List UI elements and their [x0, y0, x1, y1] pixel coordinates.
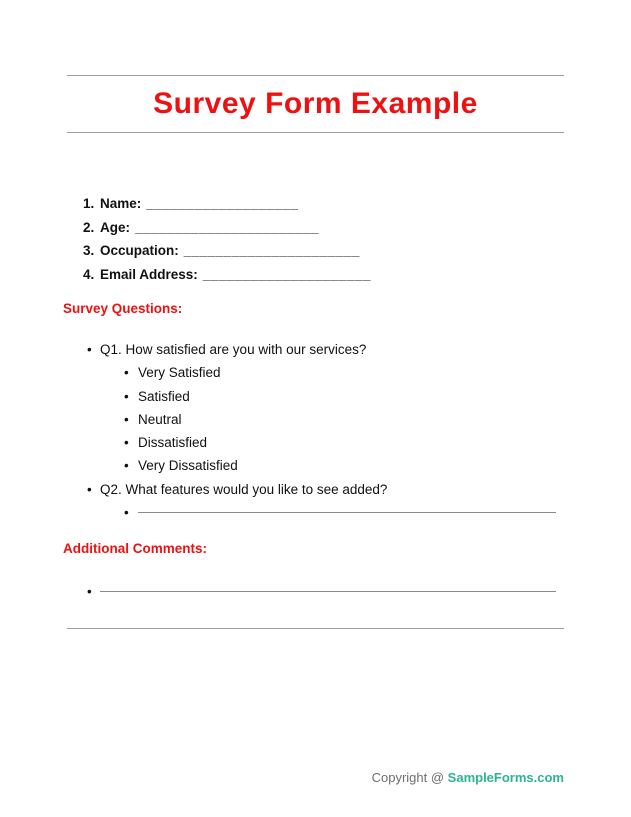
personal-info-list: [83, 192, 631, 286]
q1-option-row: [124, 408, 631, 431]
field-blank-email: _____________________: [202, 266, 371, 282]
comments-answer-row: [87, 580, 556, 603]
q1-option-neutral: Neutral: [138, 411, 182, 427]
bullet-icon: [124, 361, 138, 384]
question-2-text: Q2. What features would you like to see added?: [100, 481, 388, 497]
bullet-icon: [87, 478, 100, 501]
bullet-icon: [124, 431, 138, 454]
field-number: 2.: [83, 219, 95, 235]
q1-option-row: [124, 385, 631, 408]
bullet-icon: [124, 408, 138, 431]
q1-option-row: [124, 431, 631, 454]
field-blank-age: _______________________: [135, 219, 320, 235]
sampleforms-link[interactable]: SampleForms.com: [447, 770, 564, 785]
question-1-text: Q1. How satisfied are you with our services?: [100, 342, 367, 357]
bullet-icon: [87, 580, 100, 603]
q2-answer-row: [124, 501, 556, 524]
divider-top: [67, 75, 564, 76]
q1-option-row: [124, 361, 631, 384]
field-number: 3.: [83, 243, 95, 258]
q1-option-very-satisfied: Very Satisfied: [138, 365, 221, 381]
question-1-row: [87, 338, 631, 361]
questions-list: [0, 338, 631, 524]
bullet-icon: [124, 454, 138, 477]
q1-option-dissatisfied: Dissatisfied: [138, 435, 208, 451]
field-label-email: Email Address:: [100, 266, 198, 282]
q2-answer-blank-line: [138, 504, 556, 513]
q1-option-very-dissatisfied: Very Dissatisfied: [138, 458, 238, 474]
bullet-icon: [87, 338, 100, 361]
survey-questions-heading: Survey Questions:: [63, 301, 183, 316]
q1-option-row: [124, 454, 631, 477]
bullet-icon: [124, 385, 138, 408]
footer: [372, 770, 564, 786]
field-label-name: Name:: [100, 196, 142, 211]
field-number: 1.: [83, 196, 95, 211]
divider-bottom: [67, 628, 564, 629]
field-row-occupation: [83, 239, 631, 263]
question-2-row: [87, 478, 631, 501]
field-blank-occupation: ______________________: [183, 243, 360, 258]
q1-option-satisfied: Satisfied: [138, 388, 190, 404]
comments-answer-blank-line: [100, 583, 556, 592]
field-label-occupation: Occupation:: [100, 243, 179, 258]
bullet-icon: [124, 501, 138, 524]
divider-under-title: [67, 132, 564, 133]
page-title: Survey Form Example: [153, 87, 478, 120]
field-label-age: Age:: [100, 219, 130, 235]
field-row-age: [83, 216, 631, 240]
copyright-text: Copyright @: [371, 770, 448, 785]
field-number: 4.: [83, 266, 95, 282]
field-row-name: [83, 192, 631, 216]
additional-comments-heading: Additional Comments:: [63, 541, 207, 557]
field-row-email: [83, 263, 631, 287]
field-blank-name: ___________________: [146, 196, 299, 211]
